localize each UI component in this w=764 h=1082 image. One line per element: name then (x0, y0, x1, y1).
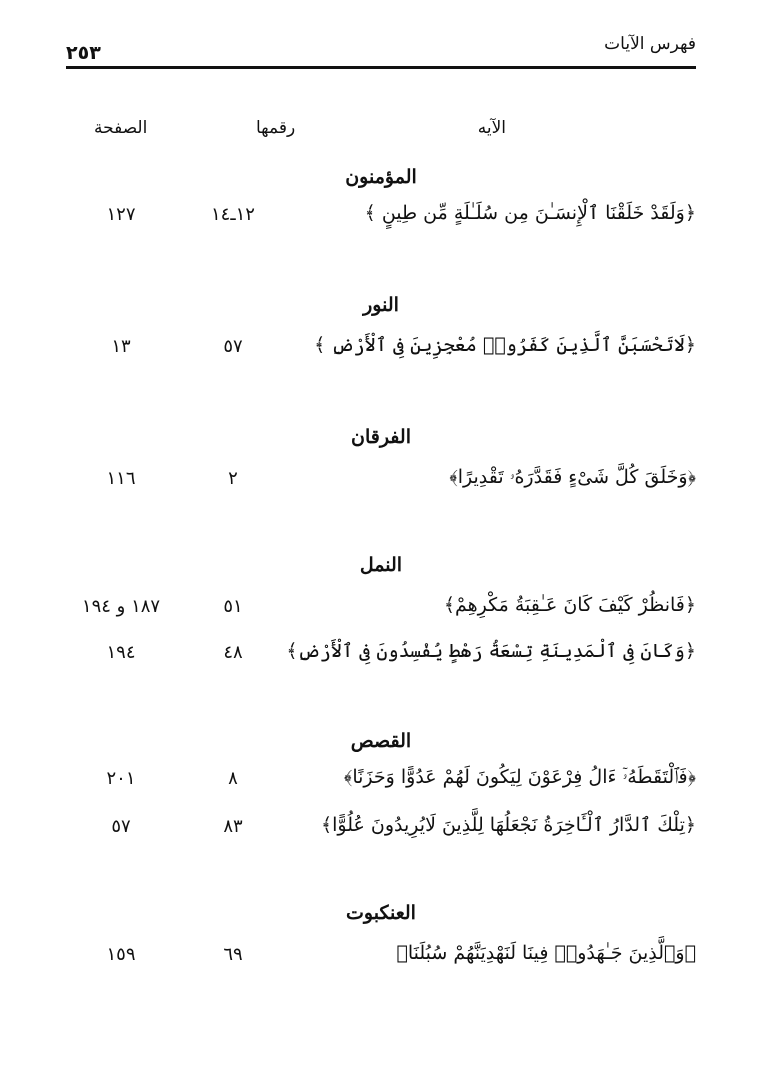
verse-number: ٢ (228, 468, 238, 489)
page-ref: ٥٧ (111, 816, 131, 837)
page-ref: ١٩٤ (106, 642, 136, 663)
page-ref: ١٨٧ و ١٩٤ (81, 596, 161, 617)
verse-number: ٦٩ (223, 944, 243, 965)
page-ref: ٢٠١ (106, 768, 136, 789)
verse-number: ٤٨ (223, 642, 243, 663)
section-title: النمل (359, 554, 403, 576)
section-title: العنكبوت (346, 902, 416, 924)
section-title: النور (363, 294, 399, 316)
page-ref: ١٣ (111, 336, 131, 357)
verse-column-heading: الآيه (477, 118, 506, 138)
verse-text: ﴿وَخَلَقَ كُلَّ شَىْءٍ فَقَدَّرَهُۥ تَقْدِيرًا﴾ (449, 466, 696, 488)
verse-number: ٨ (228, 768, 238, 789)
index-row (66, 466, 696, 500)
verse-text: ﴿فَٱلْتَقَطَهُۥٓ ءَالُ فِرْعَوْنَ لِيَكُونَ لَهُمْ عَدُوًّا وَحَزَنًا﴾ (343, 766, 696, 788)
running-title: فهرس الآيات (604, 34, 696, 54)
verse-text: ﴿فَانظُرْ كَيْفَ كَانَ عَـٰقِبَةُ مَكْرِهِمْ﴾ (443, 594, 696, 616)
verse-text: ﴿وَٱلَّذِينَ جَـٰهَدُوا۟ فِينَا لَنَهْدِيَنَّهُمْ سُبُلَنَا﴾ (396, 942, 696, 964)
verse-number: ٨٣ (223, 816, 243, 837)
verse-number: ١٢ـ١٤ (211, 204, 255, 225)
index-row (66, 766, 696, 800)
index-row (66, 814, 696, 848)
page-column-heading: الصفحة (94, 118, 148, 138)
header-rule (66, 66, 696, 69)
page-ref: ١٥٩ (106, 944, 136, 965)
section-title: الفرقان (351, 426, 411, 448)
page-number: ٢٥٣ (66, 42, 101, 64)
verse-text: ﴿لَاتَحْسَبَنَّ ٱلَّذِينَ كَفَرُوا۟ مُعْجِزِينَ فِى ٱلْأَرْضِ ﴾ (314, 334, 696, 356)
index-row (66, 334, 696, 368)
verse-number: ٥١ (223, 596, 243, 617)
section-title: القصص (350, 730, 412, 752)
verse-number: ٥٧ (223, 336, 243, 357)
index-row (66, 640, 696, 674)
page-header (66, 30, 696, 70)
verse-text: ﴿تِلْكَ ٱلدَّارُ ٱلْـَٔاخِرَةُ نَجْعَلُهَا لِلَّذِينَ لَايُرِيدُونَ عُلُوًّا﴾ (321, 814, 696, 836)
index-row (66, 594, 696, 628)
verse-text: ﴿وَلَقَدْ خَلَقْنَا ٱلْإِنسَـٰنَ مِن سُلَـٰلَةٍ مِّن طِينٍ ﴾ (364, 202, 696, 224)
section-title: المؤمنون (345, 166, 417, 188)
index-row (66, 202, 696, 236)
number-column-heading: رقمها (256, 118, 296, 138)
column-headings (66, 118, 696, 148)
page-ref: ١٢٧ (106, 204, 136, 225)
page-ref: ١١٦ (106, 468, 136, 489)
index-row (66, 942, 696, 976)
verse-text: ﴿وَكَانَ فِى ٱلْمَدِينَةِ تِسْعَةُ رَهْطٍ يُفْسِدُونَ فِى ٱلْأَرْضِ﴾ (286, 640, 696, 662)
